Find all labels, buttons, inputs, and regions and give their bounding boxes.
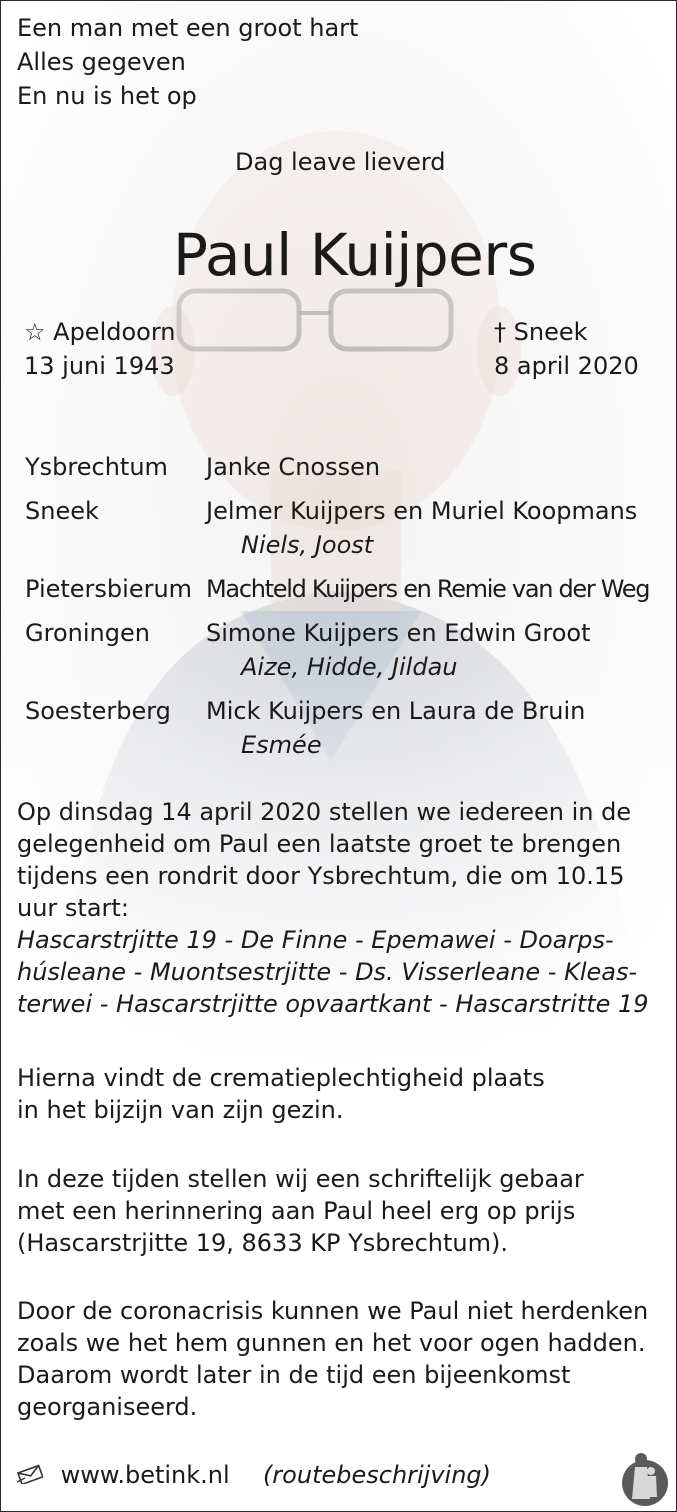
poem-line: Alles gegeven bbox=[17, 48, 186, 76]
poem-line: Een man met een groot hart bbox=[17, 14, 359, 42]
paragraph-line: georganiseerd. bbox=[17, 1393, 198, 1421]
relative-place: Pietersbierum bbox=[25, 575, 193, 603]
corona-paragraph bbox=[17, 1294, 648, 1422]
poem-line: En nu is het op bbox=[17, 82, 197, 110]
obituary-content bbox=[1, 1, 677, 1512]
relative-place: Ysbrechtum bbox=[25, 453, 168, 481]
relative-names: Machteld Kuijpers en Remie van der Weg bbox=[206, 575, 650, 603]
relative-children: Niels, Joost bbox=[241, 531, 374, 559]
paragraph-line: Op dinsdag 14 april 2020 stellen we iedereen in de bbox=[17, 798, 632, 826]
relative-names: Mick Kuijpers en Laura de Bruin bbox=[206, 697, 586, 725]
funeral-logo-icon bbox=[620, 1449, 670, 1509]
route-line: húsleane - Muontsestrjitte - Ds. Visserleane - Kleas- bbox=[17, 958, 638, 986]
paragraph-line: in het bijzijn van zijn gezin. bbox=[17, 1096, 344, 1124]
death-info bbox=[494, 315, 639, 383]
relative-names: Simone Kuijpers en Edwin Groot bbox=[206, 619, 591, 647]
paragraph-line: tijdens een rondrit door Ysbrechtum, die om 10.15 bbox=[17, 862, 625, 890]
deceased-name: Paul Kuijpers bbox=[173, 221, 537, 289]
death-place: Sneek bbox=[513, 318, 588, 346]
relative-children: Esmée bbox=[241, 731, 322, 759]
paragraph-line: gelegenheid om Paul een laatste groet te brengen bbox=[17, 830, 622, 858]
paragraph-line: Daarom wordt later in de tijd een bijeenkomst bbox=[17, 1361, 571, 1389]
route-line: Hascarstrjitte 19 - De Finne - Epemawei - Doarps- bbox=[17, 926, 614, 954]
website-link[interactable]: www.betink.nl bbox=[60, 1461, 230, 1489]
paragraph-line: Door de coronacrisis kunnen we Paul niet herdenken bbox=[17, 1297, 649, 1325]
paragraph-line: (Hascarstrjitte 19, 8633 KP Ysbrechtum). bbox=[17, 1229, 508, 1257]
paragraph-line: In deze tijden stellen wij een schriftelijk gebaar bbox=[17, 1165, 584, 1193]
birth-date: 13 juni 1943 bbox=[24, 352, 175, 380]
condolence-paragraph bbox=[17, 1162, 584, 1258]
death-date: 8 april 2020 bbox=[494, 352, 639, 380]
relative-children: Aize, Hidde, Jildau bbox=[241, 653, 458, 681]
route-line: terwei - Hascarstrjitte opvaartkant - Hascarstritte 19 bbox=[17, 990, 649, 1018]
footer bbox=[17, 1458, 491, 1493]
paragraph-line: uur start: bbox=[17, 894, 129, 922]
route-description-link[interactable]: (routebeschrijving) bbox=[262, 1461, 492, 1489]
envelope-icon bbox=[17, 1459, 43, 1493]
relative-place: Sneek bbox=[25, 497, 99, 525]
relative-names: Janke Cnossen bbox=[206, 453, 381, 481]
farewell-line: Dag leave lieverd bbox=[235, 148, 446, 176]
relative-place: Groningen bbox=[25, 619, 150, 647]
relative-names: Jelmer Kuijpers en Muriel Koopmans bbox=[206, 497, 638, 525]
paragraph-line: Hierna vindt de crematieplechtigheid plaats bbox=[17, 1064, 545, 1092]
poem bbox=[17, 11, 358, 113]
birth-place: Apeldoorn bbox=[53, 318, 176, 346]
star-icon: ☆ bbox=[24, 318, 46, 346]
cremation-paragraph bbox=[17, 1061, 545, 1125]
relative-place: Soesterberg bbox=[25, 697, 171, 725]
cross-icon: † bbox=[494, 318, 506, 346]
birth-info bbox=[24, 315, 176, 383]
ride-paragraph bbox=[17, 795, 649, 1019]
paragraph-line: zoals we het hem gunnen en het voor ogen hadden. bbox=[17, 1329, 646, 1357]
paragraph-line: met een herinnering aan Paul heel erg op prijs bbox=[17, 1197, 576, 1225]
